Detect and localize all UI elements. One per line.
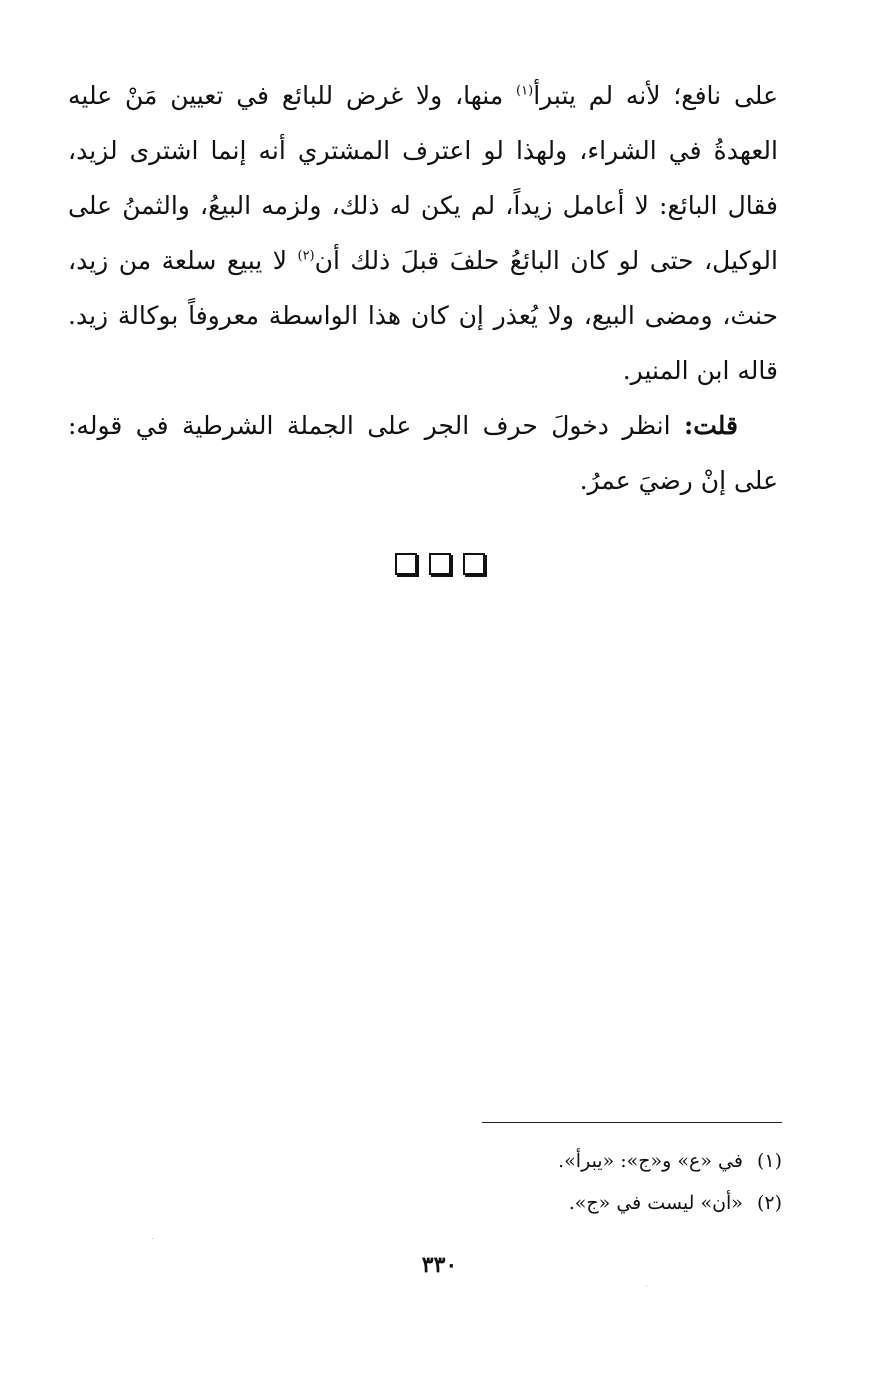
footnote-text: في «ع» و«ج»: «يبرأ». (558, 1150, 743, 1172)
square-ornament-icon (463, 553, 485, 575)
square-ornament-icon (429, 553, 451, 575)
footnote-number: (١) (756, 1150, 782, 1172)
scan-speck (152, 1238, 153, 1239)
paragraph-1-part-3: لا يبيع سلعة من زيد، حنث، ومضى البيع، ولا يُعذر إن كان هذا الواسطة معروفاً بوكالة زيد. قاله ابن المنير. (68, 246, 778, 385)
main-text (68, 68, 778, 508)
section-divider-ornament (0, 553, 879, 575)
footnote-reference-1: (١) (516, 83, 534, 99)
footnote-reference-2: (٢) (297, 248, 315, 264)
footnotes (300, 1140, 782, 1224)
paragraph-2-lead: قلت: (683, 411, 738, 440)
footnote-separator (482, 1122, 782, 1123)
scan-speck (646, 1285, 647, 1286)
footnote-1 (300, 1140, 782, 1182)
footnote-text: «أن» ليست في «ج». (568, 1192, 743, 1214)
footnote-2 (300, 1182, 782, 1224)
footnote-number: (٢) (756, 1192, 782, 1214)
paragraph-1-part-1: على نافع؛ لأنه لم يتبرأ (533, 81, 778, 110)
page-number: ٣٣٠ (421, 1252, 458, 1278)
paragraph-1-part-2: منها، ولا غرض للبائع في تعيين مَنْ عليه العهدةُ في الشراء، ولهذا لو اعترف المشتري أنه إنما اشترى لزيد، فقال البائع: لا أعامل زيداً، لم يكن له ذلك، ولزمه البيعُ، والثمنُ على الوكيل، حتى لو كان البائعُ حلفَ قبلَ ذلك أن (68, 81, 778, 275)
paragraph-1 (68, 68, 778, 398)
square-ornament-icon (395, 553, 417, 575)
paragraph-2-text: انظر دخولَ حرف الجر على الجملة الشرطية في قوله: على إنْ رضيَ عمرُ. (68, 411, 778, 495)
paragraph-2 (68, 398, 778, 508)
